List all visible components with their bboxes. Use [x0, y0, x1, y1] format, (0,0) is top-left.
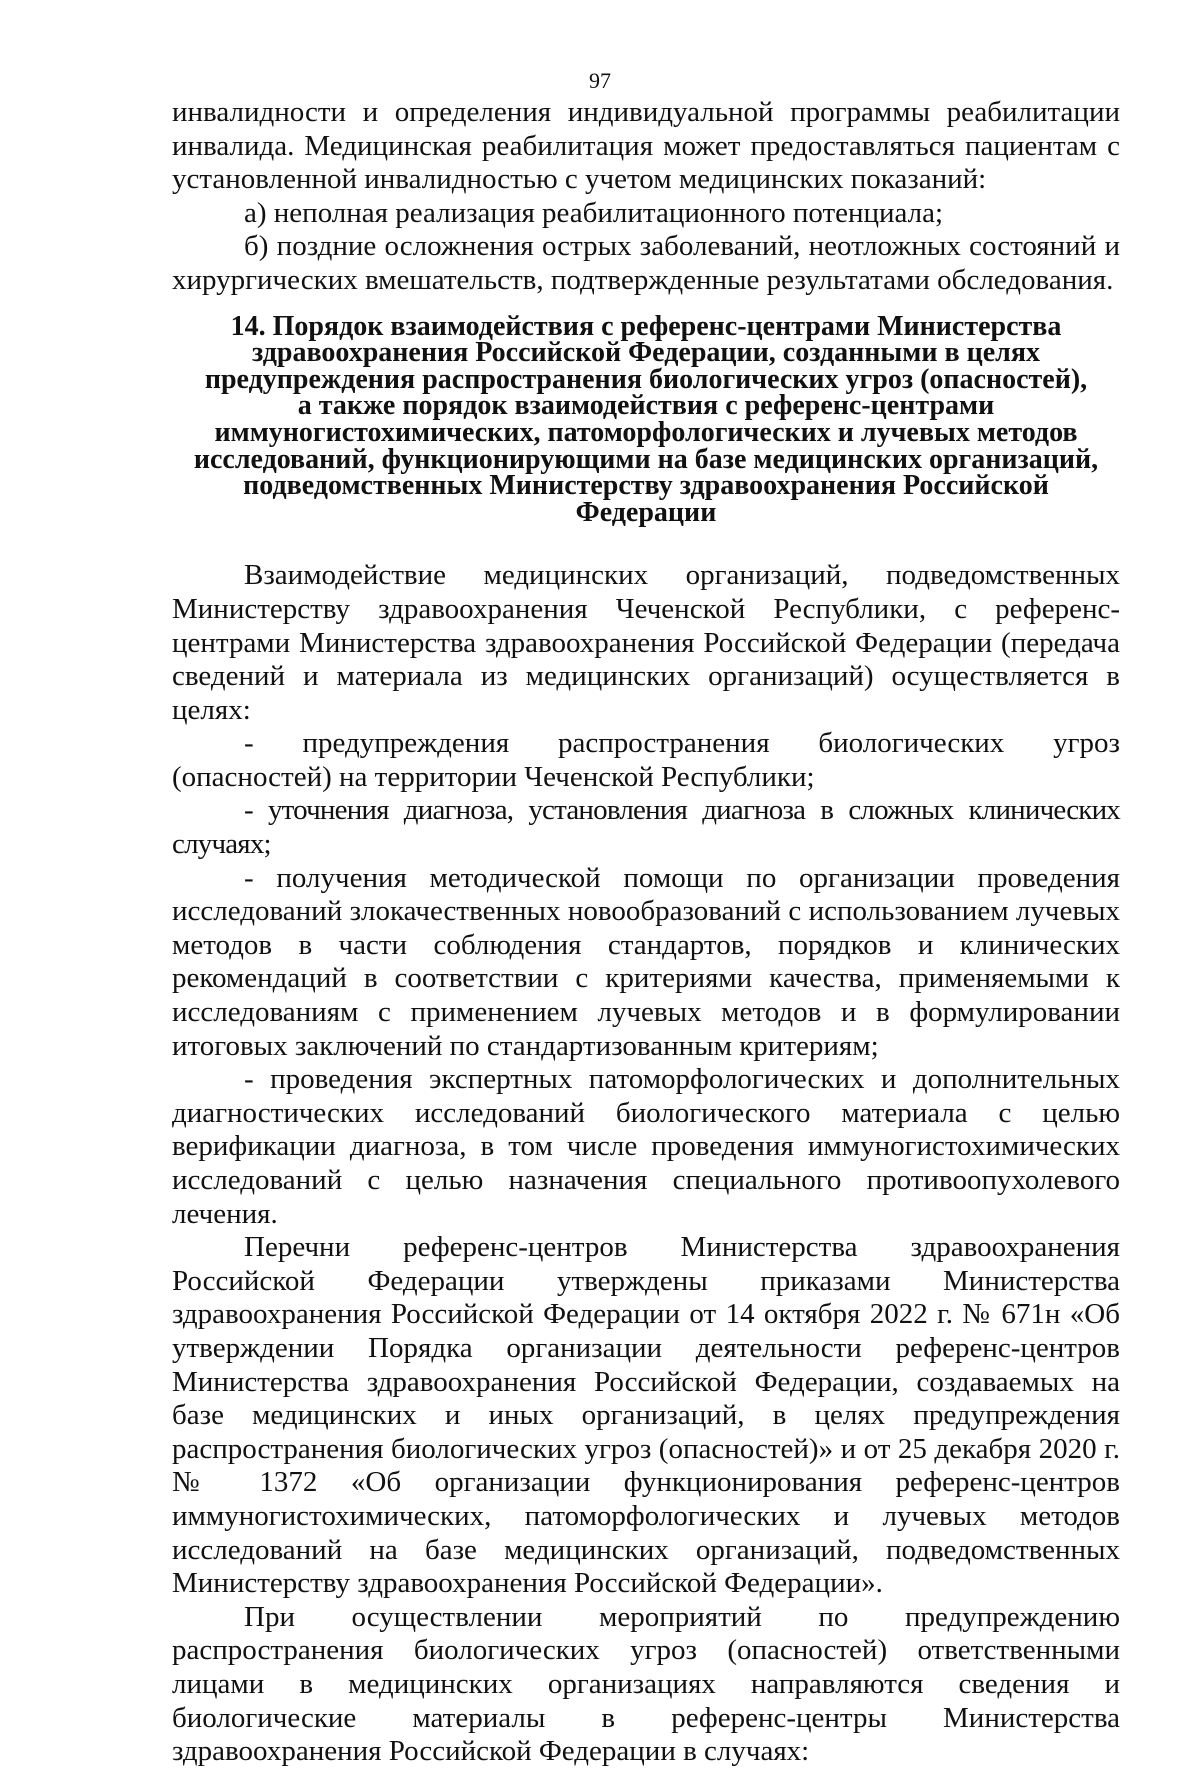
- document-body: [172, 96, 1120, 1769]
- paragraph-interaction: Взаимодействие медицинских организаций, подведомственных Министерству здравоохранения Чеченской Республики, с референс-центрами Министерства здравоохранения Российской Федерации (передача сведений и материала из медицинских организаций) осуществляется в целях:: [172, 559, 1120, 726]
- bullet-expert-research: - проведения экспертных патоморфологических и дополнительных диагностических исследований биологического материала с целью верификации диагноза, в том числе проведения иммуногистохимических исследований с целью назначения специального противоопухолевого лечения.: [172, 1063, 1120, 1230]
- heading-line: здравоохранения Российской Федерации, созданными в целях: [252, 337, 1040, 369]
- list-item-b: б) поздние осложнения острых заболеваний, неотложных состояний и хирургических вмешательств, подтвержденные результатами обследования.: [172, 230, 1120, 296]
- heading-line: а также порядок взаимодействия с референс-центрами: [297, 390, 995, 422]
- page-number: 97: [589, 68, 611, 93]
- heading-line: иммуногистохимических, патоморфологических и лучевых методов: [214, 416, 1078, 448]
- bullet-methodological-help: - получения методической помощи по организации проведения исследований злокачественных новообразований с использованием лучевых методов в части соблюдения стандартов, порядков и клинических рекомендаций в соответствии с критериями качества, применяемыми к исследованиям с применением лучевых методов и в формулировании итоговых заключений по стандартизованным критериям;: [172, 861, 1120, 1062]
- heading-line: Федерации: [575, 496, 717, 528]
- list-item-a: а) неполная реализация реабилитационного потенциала;: [244, 196, 944, 229]
- paragraph-reference-lists: Перечни референс-центров Министерства здравоохранения Российской Федерации утверждены приказами Министерства здравоохранения Российской Федерации от 14 октября 2022 г. № 671н «Об утверждении Порядка организации деятельности референс-центров Министерства здравоохранения Российской Федерации, создаваемых на базе медицинских и иных организаций, в целях предупреждения распространения биологических угроз (опасностей)» и от 25 декабря 2020 г. № 1372 «Об организации функционирования референс-центров иммуногистохимических, патоморфологических и лучевых методов исследований на базе медицинских организаций, подведомственных Министерству здравоохранения Российской Федерации».: [172, 1231, 1120, 1600]
- bullet-diagnosis: - уточнения диагноза, установления диагноза в сложных клинических случаях;: [172, 794, 1120, 861]
- heading-line: подведомственных Министерству здравоохранения Российской: [243, 470, 1049, 502]
- paragraph-measures: При осуществлении мероприятий по предупреждению распространения биологических угроз (опасностей) ответственными лицами в медицинских организациях направляются сведения и биологические материалы в референс-центры Министерства здравоохранения Российской Федерации в случаях:: [172, 1600, 1120, 1768]
- heading-line: предупреждения распространения биологических угроз (опасностей),: [204, 363, 1088, 395]
- heading-line: исследований, функционирующими на базе медицинских организаций,: [193, 443, 1099, 475]
- bullet-biological-threats: - предупреждения распространения биологических угроз (опасностей) на территории Чеченской Республики;: [172, 727, 1120, 793]
- section-heading-14: [172, 310, 1120, 528]
- paragraph-disability-intro: инвалидности и определения индивидуальной программы реабилитации инвалида. Медицинская реабилитация может предоставляться пациентам с установленной инвалидностью с учетом медицинских показаний:: [172, 96, 1120, 196]
- heading-line: 14. Порядок взаимодействия с референс-центрами Министерства: [230, 310, 1062, 342]
